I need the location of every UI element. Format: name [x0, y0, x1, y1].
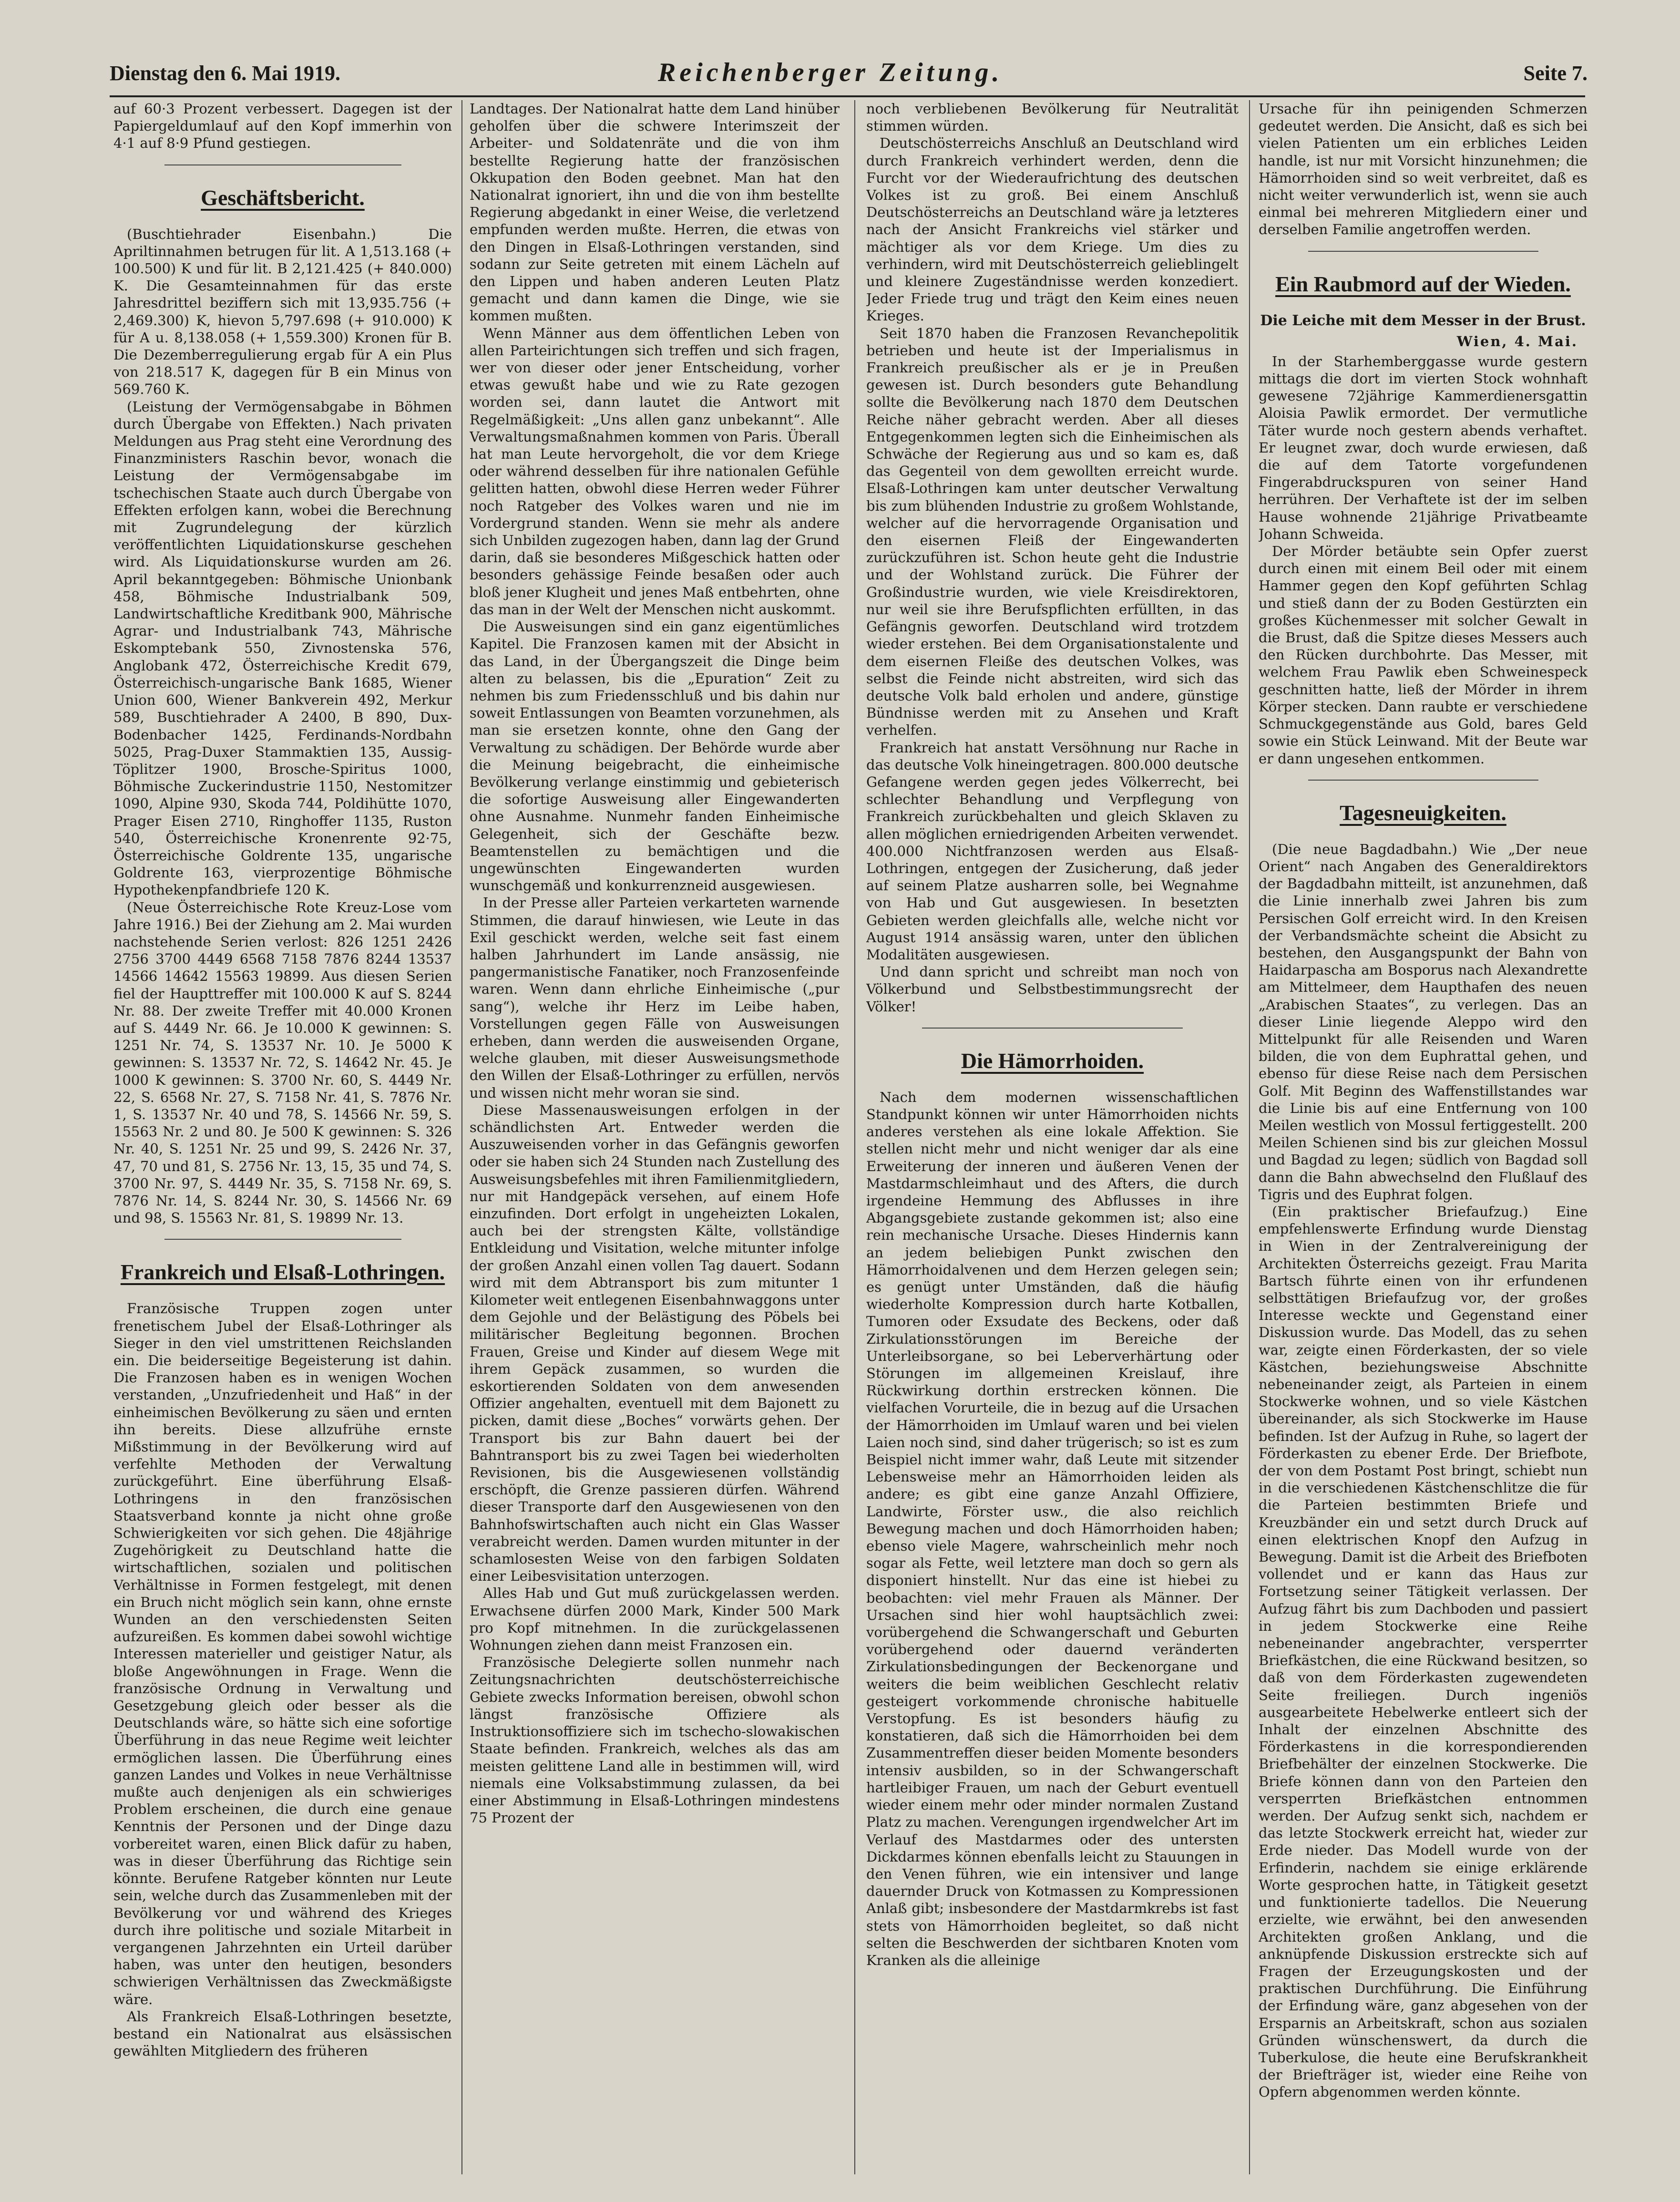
article-text: (Buschtiehrader Eisenbahn.) Die Apriltinnahmen betrugen für lit. A 1,513.168 (+ 100.500) K und für lit. B 2,121.425 (+ 840.000) K. Die Gesamteinnahmen für das erste Jahresdrittel beziffern sich mit 13,935.756 (+ 2,469.300) K, hievon 5,797.698 (+ 910.000) K für A u. 8,138.058 (+ 1,559.300) Kronen für B. Die Dezemberregulierung ergab für A ein Plus von 218.517 K, dagegen für B ein Minus von 569.760 K. — [113, 226, 452, 398]
page-header — [110, 57, 1588, 95]
article-subtitle: Die Leiche mit dem Messer in der Brust. — [1260, 312, 1586, 329]
article-text: (Ein praktischer Briefaufzug.) Eine empfehlenswerte Erfindung wurde Dienstag in Wien in der Zentralvereinigung der Architekten Österreichs gezeigt. Frau Marita Bartsch führte einen von ihr erfundenen selbsttätigen Briefaufzug vor, der großes Interesse weckte und Gegenstand einer Diskussion wurde. Das Modell, das zu sehen war, zeigte einen Förderkasten, der so viele Kästchen, beziehungsweise Abschnitte nebeneinander zeigt, als Parteien in einem Stockwerke wohnen, und so viele Kästchen übereinander, als sich Stockwerke im Hause befinden. Ist der Aufzug in Ruhe, so lagert der Förderkasten zu ebener Erde. Der Briefbote, der von dem Postamt Post bringt, schiebt nun in die verschiedenen Kästchenschlitze die für die Parteien bestimmten Briefe und Kreuzbänder ein und setzt durch Druck auf einen elektrischen Knopf den Aufzug in Bewegung. Damit ist die Arbeit des Briefboten vollendet und er kann das Haus zur Fortsetzung seiner Tätigkeit verlassen. Der Aufzug fährt bis zum Dachboden und passiert in jedem Stockwerke eine Reihe nebeneinander angebrachter, versperrter Briefkästchen, die eine Rückwand besitzen, so daß von dem Förderkasten zugewendeten Seite freiliegen. Durch ingeniös ausgearbeitete Hebelwerke entleert sich der Inhalt der einzelnen Abschnitte des Förderkastens in die korrespondierenden Briefbehälter der einzelnen Stockwerke. Die Briefe können dann von den Parteien den versperrten Briefkästchen entnommen werden. Der Aufzug senkt sich, nachdem er das letzte Stockwerk erreicht hat, wieder zur Erde nieder. Das Modell wurde von der Erfinderin, nachdem sie einige erklärende Worte gesprochen hatte, in Tätigkeit gesetzt und funktionierte tadellos. Die Neuerung erzielte, wie erwähnt, bei den anwesenden Architekten großen Anklang, und die anknüpfende Diskussion erstreckte sich auf Fragen der Erzeugungskosten und der praktischen Durchführung. Die Einführung der Erfindung wäre, ganz abgesehen von der Ersparnis an Arbeitskraft, schon aus sozialen Gründen wünschenswert, da durch die Tuberkulose, die heute eine Berufskrankheit der Briefträger ist, wieder eine Reihe von Opfern abgenommen werden könnte. — [1259, 1203, 1588, 2100]
article-text: Der Mörder betäubte sein Opfer zuerst durch einen mit einem Beil oder mit einem Hammer gegen den Kopf geführten Schlag und stieß dann der zu Boden Gestürzten ein großes Küchenmesser mit solcher Gewalt in die Brust, daß die Spitze dieses Messers auch den Rücken durchbohrte. Das Messer, mit welchem Frau Pawlik eben Schweinespeck geschnitten hatte, ließ der Mörder in ihrem Körper stecken. Dann raubte er verschiedene Schmuckgegenstände aus Gold, bares Geld sowie ein Stück Leinwand. Mit der Beute war er dann ungesehen entkommen. — [1259, 543, 1588, 767]
article-text: Französische Delegierte sollen nunmehr nach Zeitungsnachrichten deutschösterreichische Gebiete zwecks Information bereisen, obwohl schon längst französische Offiziere als Instruktionsoffiziere sich im tschecho-slowakischen Staate befinden. Frankreich, welches als das am meisten gelittene Land alle in bestimmen will, wird niemals eine Volksabstimmung zulassen, da bei einer Abstimmung in Elsaß-Lothringen mindestens 75 Prozent der — [470, 1654, 840, 1826]
column-rule — [854, 100, 855, 2174]
header-rule — [110, 95, 1585, 97]
column-2 — [470, 100, 840, 2179]
article-text: Frankreich hat anstatt Versöhnung nur Rache in das deutsche Volk hineingetragen. 800.000 deutsche Gefangene werden gegen jedes Völkerrecht, bei schlechter Behandlung und Verpflegung von Frankreich zurückbehalten und gleich Sklaven zu allen möglichen erniedrigenden Arbeiten verwendet. 400.000 Nichtfranzosen werden aus Elsaß-Lothringen, entgegen der Zusicherung, daß jeder auf seinem Platze ausharren solle, bei Wegnahme von Hab und Gut ausgewiesen. In besetzten Gebieten werden gleichfalls alle, welche nicht vor August 1914 ansässig waren, unter den üblichen Modalitäten ausgewiesen. — [866, 739, 1239, 963]
section-title: Tagesneuigkeiten. — [1340, 800, 1506, 825]
article-text: In der Starhemberggasse wurde gestern mittags die dort im vierten Stock wohnhaft gewesene 72jährige Kammerdienersgattin Aloisia Pawlik ermordet. Der vermutliche Täter wurde noch gestern abends verhaftet. Er leugnet zwar, doch wurde erwiesen, daß die auf dem Tatorte vorgefundenen Fingerabdruckspuren von seiner Hand herrühren. Der Verhaftete ist der im selben Hause wohnende 21jährige Privatbeamte Johann Schweida. — [1259, 353, 1588, 542]
article-text: auf 60·3 Prozent verbessert. Dagegen ist der Papiergeldumlauf auf den Kopf immerhin von 4·1 auf 8·9 Pfund gestiegen. — [113, 101, 452, 152]
article-text: Nach dem modernen wissenschaftlichen Standpunkt können wir unter Hämorrhoiden nichts anderes verstehen als eine lokale Affektion. Sie stellen nicht mehr und nicht weniger dar als eine Erweiterung der inneren und äußeren Venen der Mastdarmschleimhaut und des Afters, die durch irgendeine Hemmung des Abflusses in ihre Abgangsgebiete zustande gekommen ist; also eine rein mechanische Ursache. Dieses Hindernis kann an jedem beliebigen Punkt zwischen den Hämorrhoidalvenen und dem Herzen gelegen sein; es genügt unter Umständen, daß die häufig wiederholte Kompression durch harte Kotballen, Tumoren oder Exsudate des Beckens, oder daß Zirkulationsstörungen im Bereiche der Unterleibsorgane, so bei Leberverhärtung oder Störungen im allgemeinen Kreislauf, ihre Rückwirkung dorthin erstrecken können. Die vielfachen Vorurteile, die in bezug auf die Ursachen der Hämorrhoiden im Umlauf waren und bei vielen Laien noch sind, sind daher trügerisch; so ist es zum Beispiel nicht immer wahr, daß Leute mit sitzender Lebensweise mehr an Hämorrhoiden leiden als andere; es gibt eine ganze Anzahl Offiziere, Landwirte, Förster usw., die also reichlich Bewegung machen und doch Hämorrhoiden haben; ebenso viele Magere, wahrscheinlich mehr noch sogar als Fette, weil letztere man doch so gern als disponiert hinstellt. Nur das eine ist hiebei zu beobachten: viel mehr Frauen als Männer. Der Ursachen sind hier wohl hauptsächlich zwei: vorübergehend die Schwangerschaft und Geburten vorübergehend oder dauernd veränderten Zirkulationsbedingungen der Beckenorgane und weiters die beim weiblichen Geschlecht relativ gesteigert vorkommende chronische habituelle Verstopfung. Es ist besonders häufig zu konstatieren, daß sich die Hämorrhoiden bei dem Zusammentreffen dieser beiden Momente besonders intensiv ausbilden, so in der Schwangerschaft hartleibiger Frauen, um nach der Geburt eventuell wieder einem mehr oder minder normalen Zustand Platz zu machen. Verengungen irgendwelcher Art im Verlauf des Mastdarmes oder des untersten Dickdarmes können ebenfalls leicht zu Stauungen in den Venen führen, wie ein intensiver und lange dauernder Druck von Kotmassen zu Kompressionen Anlaß gibt; insbesondere der Mastdarmkrebs ist fast stets von Hämorrhoiden begleitet, so daß nicht selten die Beschwerden der sichtbaren Knoten vom Kranken als die alleinige — [866, 1089, 1239, 1968]
separator — [1308, 251, 1538, 252]
article-text: Alles Hab und Gut muß zurückgelassen werden. Erwachsene dürfen 2000 Mark, Kinder 500 Mark pro Kopf mitnehmen. In die zurückgelassenen Wohnungen ziehen dann meist Franzosen ein. — [470, 1585, 840, 1654]
column-rule — [461, 100, 462, 2174]
article-text: Diese Massenausweisungen erfolgen in der schändlichsten Art. Entweder werden die Auszuweisenden vorher in das Gefängnis geworfen oder sie haben sich 24 Stunden nach Zustellung des Ausweisungsbefehles mit ihren Familienmitgliedern, nur mit Handgepäck versehen, auf einem Hofe einzufinden. Dort erfolgt in ungeheizten Lokalen, auch bei der strengsten Kälte, vollständige Entkleidung und Visitation, welche mitunter infolge der großen Anzahl einen vollen Tag dauert. Sodann wird mit dem Abtransport bis zum mitunter 1 Kilometer weit entlegenen Eisenbahnwaggons unter dem Gejohle und der Belästigung des Pöbels bei militärischer Begleitung begonnen. Brochen Frauen, Greise und Kinder auf diesem Wege mit ihrem Gepäck zusammen, so wurden die eskortierenden Soldaten von dem anwesenden Offizier angehalten, eventuell mit dem Bajonett zu picken, damit diese „Boches“ vorwärts gehen. Der Transport bis zur Bahn dauert bei der Bahntransport bis zu zwei Tagen bei wiederholten Revisionen, bis die Ausgewiesenen vollständig erschöpft, die Grenze passieren dürfen. Während dieser Transporte darf den Ausgewiesenen von den Bahnhofswirtschaften auch nicht ein Glas Wasser verabreicht werden. Damen wurden mitunter in der schamlosesten Weise von den farbigen Soldaten einer Leibesvisitation unterzogen. — [470, 1101, 840, 1585]
section-title: Ein Raubmord auf der Wieden. — [1275, 271, 1571, 296]
section-title: Die Hämorrhoiden. — [961, 1048, 1144, 1073]
issue-date: Dienstag den 6. Mai 1919. — [110, 62, 340, 85]
article-text: Wenn Männer aus dem öffentlichen Leben von allen Parteirichtungen sich treffen und sich fragen, wer von dieser oder jener Entscheidung, vorher etwas gewußt habe und wie zu Rate gezogen worden sei, dann lautet die Antwort mit Regelmäßigkeit: „Uns allen ganz unbekannt“. Alle Verwaltungsmaßnahmen kommen von Paris. Überall hat man Leute hervorgeholt, die vor dem Kriege oder während desselben für ihre nationalen Gefühle gelitten hatten, obwohl diese Herren weder Führer noch Ratgeber des Volkes waren und nie im Vordergrund standen. Wenn sie mehr als andere sich Unbilden zugezogen haben, dann lag der Grund darin, daß sie besonderes Mißgeschick hatten oder besonders gehässige Feinde besaßen oder auch bloß jener Klugheit und jenes Maß entbehrten, ohne das man in der Welt der Menschen nicht auskommt. — [470, 325, 840, 617]
article-text: (Leistung der Vermögensabgabe in Böhmen durch Übergabe von Effekten.) Nach privaten Meldungen aus Prag steht eine Verordnung des Finanzministers Raschin bevor, wonach die Leistung der Vermögensabgabe im tschechischen Staate auch durch Übergabe von Effekten erfolgen kann, wobei die Berechnung mit Zugrundelegung der kürzlich veröffentlichten Liquidationskurse geschehen wird. Als Liquidationskurse wurden am 26. April bekanntgegeben: Böhmische Unionbank 458, Böhmische Industrialbank 509, Landwirtschaftliche Kreditbank 900, Mährische Agrar- und Industrialbank 743, Mährische Eskomptebank 550, Zivnostenska 576, Anglobank 472, Österreichische Kredit 679, Österreichisch-ungarische Bank 1685, Wiener Union 600, Wiener Bankverein 492, Merkur 589, Buschtiehrader A 2400, B 890, Dux-Bodenbacher 1425, Ferdinands-Nordbahn 5025, Prag-Duxer Stammaktien 135, Aussig-Töplitzer 1900, Brosche-Spiritus 1000, Böhmische Zuckerindustrie 1150, Nestomitzer 1090, Alpine 930, Skoda 744, Poldihütte 1070, Prager Eisen 2710, Ringhoffer 1135, Ruston 540, Österreichische Kronenrente 92·75, Österreichische Goldrente 135, ungarische Goldrente 163, vierprozentige Böhmische Hypothekenpfandbriefe 120 K. — [113, 398, 452, 898]
column-3 — [866, 100, 1239, 2179]
page-number: Seite 7. — [1523, 62, 1588, 85]
column-1 — [113, 100, 452, 2179]
column-4 — [1259, 100, 1588, 2179]
article-text: Und dann spricht und schreibt man noch von Völkerbund und Selbstbestimmungsrecht der Völker! — [866, 964, 1239, 1015]
article-text: (Die neue Bagdadbahn.) Wie „Der neue Orient“ nach Angaben des Generaldirektors der Bagdadbahn mitteilt, ist anzunehmen, daß die Linie innerhalb zwei Jahren bis zum Persischen Golf erreicht wird. In den Kreisen der Verbandsmächte scheint die Absicht zu bestehen, den Ausgangspunkt der Bahn von Haidarpascha am Bosporus nach Alexandrette am Mittelmeer, dem Haupthafen des neuen „Arabischen Staates“, zu verlegen. Das an dieser Linie liegende Aleppo wird den Mittelpunkt für alle Reisenden und Waren bilden, die von dem Euphrattal gehen, und ebenso für diese Reise nach dem Persischen Golf. Mit Beginn des Waffenstillstandes war die Linie bis auf eine Entfernung von 100 Meilen westlich von Mossul fertiggestellt. 200 Meilen Schienen sind bis zur gleichen Mossul und Bagdad zu legen; südlich von Bagdad soll dann die Bahn abwechselnd den Flußlauf des Tigris und des Euphrat folgen. — [1259, 841, 1588, 1203]
separator — [922, 1028, 1183, 1029]
article-text: Seit 1870 haben die Franzosen Revanchepolitik betrieben und heute ist der Imperialismus in Frankreich preußischer als er je in Preußen gewesen ist. Durch besonders gute Behandlung sollte die Bevölkerung nach 1870 dem Deutschen Reiche näher gebracht werden. Aber all dieses Entgegenkommen legten sich die Einheimischen als Schwäche der Regierung aus und so kam es, daß das Gegenteil von dem gewollten erreicht wurde. Elsaß-Lothringen kam unter deutscher Verwaltung bis zum blühenden Industrie zu großem Wohlstande, welcher auf die hervorragende Organisation und den eisernen Fleiß der Eingewanderten zurückzuführen ist. Schon heute geht die Industrie und der Wohlstand zurück. Die Führer der Großindustrie wurden, wie viele Kreisdirektoren, nur weil sie ihre Berufspflichten erfüllten, in das Gefängnis geworfen. Deutschland wird trotzdem wieder erstehen. Bei dem Organisationstalente und dem eisernen Fleiße des deutschen Volkes, was selbst die Feinde nicht abstreiten, wird sich das deutsche Volk bald erholen und andere, günstige Bündnisse werden mit zu Ansehen und Kraft verhelfen. — [866, 325, 1239, 739]
masthead: Reichenberger Zeitung. — [658, 58, 1003, 87]
section-title: Frankreich und Elsaß-Lothringen. — [120, 1260, 445, 1285]
column-rule — [1249, 100, 1250, 2174]
article-text: Als Frankreich Elsaß-Lothringen besetzte, bestand ein Nationalrat aus elsässischen gewählten Mitgliedern des früheren — [113, 2008, 452, 2059]
dateline: Wien, 4. Mai. — [1456, 333, 1578, 350]
section-title: Geschäftsbericht. — [201, 185, 365, 210]
article-text: Landtages. Der Nationalrat hatte dem Land hinüber geholfen über die schwere Interimszeit der Arbeiter- und Soldatenräte und die von ihm bestellte Regierung hatte der französischen Okkupation den Boden geebnet. Man hat den Nationalrat ignoriert, ihn und die von ihm bestellte Regierung abgedankt in einer Weise, die verletzend empfunden werden mußte. Herren, die etwas von den Dingen in Elsaß-Lothringen verstanden, sind sodann zur Seite getreten mit einem Lächeln auf den Lippen und haben anderen Leuten Platz gemacht und dann kamen die Dinge, wie sie kommen mußten. — [470, 101, 840, 324]
article-text: Deutschösterreichs Anschluß an Deutschland wird durch Frankreich verhindert werden, denn die Furcht vor der Wiederaufrichtung des deutschen Volkes ist zu groß. Bei einem Anschluß Deutschösterreichs an Deutschland wäre ja letzteres nach der Ansicht Frankreichs viel stärker und mächtiger als vor dem Kriege. Um dies zu verhindern, wird mit Deutschösterreich gelieblingelt und kleinere Zugeständnisse werden konzediert. Jeder Friede trug und trägt den Keim eines neuen Krieges. — [866, 135, 1239, 324]
article-text: noch verbliebenen Bevölkerung für Neutralität stimmen würden. — [866, 101, 1239, 134]
article-text: Die Ausweisungen sind ein ganz eigentümliches Kapitel. Die Franzosen kamen mit der Absicht in das Land, in der Übergangszeit die Dinge beim alten zu belassen, bis die „Epuration“ Zeit zu nehmen bis zum Friedensschluß und bis dahin nur soweit Entlassungen von Beamten vorzunehmen, als man sie ersetzen konnte, ohne den Gang der Verwaltung zu schädigen. Der Behörde wurde aber die Meinung beigebracht, die einheimische Bevölkerung verlange einstimmig und gebieterisch die sofortige Ausweisung aller Eingewanderten ohne Ausnahme. Nunmehr fanden Einheimische Gelegenheit, sich der Geschäfte bezw. Beamtenstellen zu bemächtigen und die ungewünschten Eingewanderten wurden wunschgemäß und konkurrenzneid ausgewiesen. — [470, 618, 840, 894]
separator — [1308, 780, 1538, 781]
article-text: Französische Truppen zogen unter frenetischem Jubel der Elsaß-Lothringer als Sieger in den viel umstrittenen Reichslanden ein. Die beiderseitige Begeisterung ist dahin. Die Franzosen haben es in wenigen Wochen verstanden, „Unzufriedenheit und Haß“ in der einheimischen Bevölkerung zu säen und ernten ihn bereits. Diese allzufrühe ernste Mißstimmung in der Bevölkerung wird auf verfehlte Methoden der Verwaltung zurückgeführt. Eine überführung Elsaß-Lothringens in den französischen Staatsverband konnte ja nicht ohne große Schwierigkeiten vor sich gehen. Die 48jährige Zugehörigkeit zu Deutschland hatte die wirtschaftlichen, sozialen und politischen Verhältnisse in Formen festgelegt, mit denen ein Bruch nicht möglich sein kann, ohne ernste Wunden an den verschiedensten Seiten aufzureißen. Es kommen dabei sowohl wichtige Interessen materieller und geistiger Natur, als bloße Angewöhnungen in Frage. Wenn die französische Ordnung in Verwaltung und Gesetzgebung gleich oder besser als die Deutschlands wäre, so hätte sich eine sofortige Überführung in das neue Regime weit leichter ermöglichen lassen. Die Überführung eines ganzen Landes und Volkes in neue Verhältnisse mußte auch denjenigen als ein schwieriges Problem erscheinen, die durch eine genaue Kenntnis der Personen und der Dinge dazu vorbereitet waren, einen Blick dafür zu haben, was in dieser Überführung das Richtige sein könnte. Berufene Ratgeber könnten nur Leute sein, welche durch das Zusammenleben mit der Bevölkerung vor und während des Krieges durch ihre politische und soziale Mitarbeit in vergangenen Jahrzehnten ein Urteil darüber haben, was unter den heutigen, besonders schwierigen Verhältnissen das Zweckmäßigste wäre. — [113, 1300, 452, 2007]
separator — [164, 1239, 401, 1240]
article-text: In der Presse aller Parteien verkarteten warnende Stimmen, die darauf hinwiesen, wie Leute in das Exil geschickt werden, welche seit fast einem halben Jahrhundert im Lande ansässig, nie pangermanistische Fanatiker, noch Franzosenfeinde waren. Wenn dann ehrliche Einheimische („pur sang“), welche ihr Herz im Leibe haben, Vorstellungen gegen Fälle von Ausweisungen erheben, dann werden die ausweisenden Organe, welche glauben, mit dieser Ausweisungsmethode den Willen der Elsaß-Lothringer zu erfüllen, nervös und wissen nicht mehr woran sie sind. — [470, 895, 840, 1101]
article-text: (Neue Österreichische Rote Kreuz-Lose vom Jahre 1916.) Bei der Ziehung am 2. Mai wurden nachstehende Serien verlost: 826 1251 2426 2756 3700 4449 6568 7158 7876 8244 13537 14566 14642 15563 19899. Aus diesen Serien fiel der Haupttreffer mit 100.000 K auf S. 8244 Nr. 88. Der zweite Treffer mit 40.000 Kronen auf S. 4449 Nr. 66. Je 10.000 K gewinnen: S. 1251 Nr. 74, S. 13537 Nr. 10. Je 5000 K gewinnen: S. 13537 Nr. 72, S. 14642 Nr. 45. Je 1000 K gewinnen: S. 3700 Nr. 60, S. 4449 Nr. 22, S. 6568 Nr. 27, S. 7158 Nr. 41, S. 7876 Nr. 1, S. 13537 Nr. 40 und 78, S. 14566 Nr. 59, S. 15563 Nr. 2 und 80. Je 500 K gewinnen: S. 326 Nr. 40, S. 1251 Nr. 25 und 99, S. 2426 Nr. 37, 47, 70 und 81, S. 2756 Nr. 13, 15, 35 und 74, S. 3700 Nr. 97, S. 4449 Nr. 35, S. 7158 Nr. 69, S. 7876 Nr. 14, S. 8244 Nr. 30, S. 14566 Nr. 69 und 98, S. 15563 Nr. 81, S. 19899 Nr. 13. — [113, 899, 452, 1226]
article-text: Ursache für ihn peinigenden Schmerzen gedeutet werden. Die Ansicht, daß es sich bei vielen Patienten um ein erbliches Leiden handle, ist nur mit Vorsicht hinzunehmen; die Hämorrhoiden sind so weit verbreitet, daß es nicht weiter verwunderlich ist, wenn sie auch einmal bei mehreren Mitgliedern einer und derselben Familie angetroffen werden. — [1259, 101, 1588, 238]
